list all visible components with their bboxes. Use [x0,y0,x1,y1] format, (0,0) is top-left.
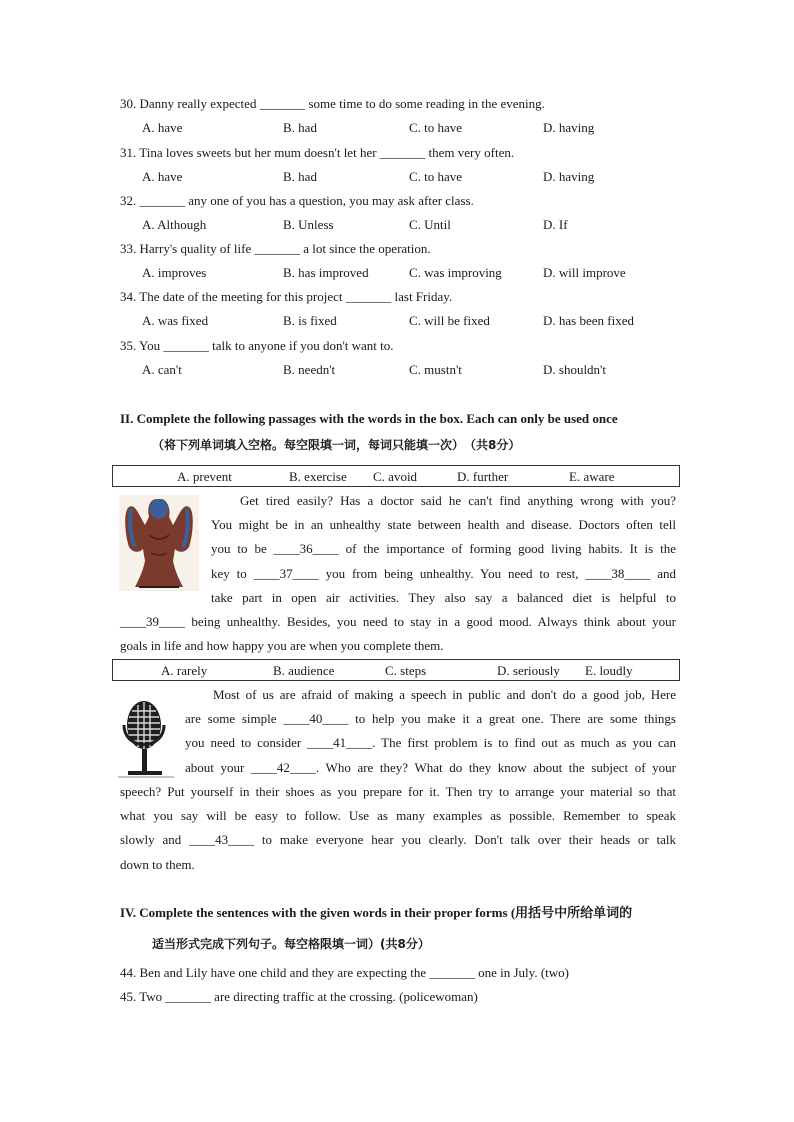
option-d: D. shouldn't [543,362,607,377]
option-a: A. was fixed [142,313,209,328]
option-d: D. has been fixed [543,313,634,328]
passage-line: Most of us are afraid of making a speech in public and don't do a good job, Here [213,687,676,702]
passage-line: you need to consider ____41____. The first problem is to find out as much as you can [185,735,676,751]
passage-line: key to ____37____ you from being unhealthy. You need to rest, ____38____ and [211,565,676,581]
option-b: B. Unless [283,217,334,232]
section-4-heading: IV. Complete the sentences with the given words in their proper forms (用括号中所给单词的 [120,905,633,920]
option-a: A. Although [142,217,207,232]
word-option: D. further [457,469,509,484]
section-2-heading: II. Complete the following passages with the words in the box. Each can only be used once [120,411,618,426]
passage-line: are some simple ____40____ to help you make it a great one. There are some things [185,711,676,727]
passage-line: speech? Put yourself in their shoes as you prepare for it. Then try to arrange your material so that [120,784,676,799]
option-a: A. have [142,169,183,184]
passage-line: what you say will be easy to follow. Use as many examples as possible. Remember to speak [120,808,676,824]
word-option: A. prevent [177,469,232,484]
option-c: C. will be fixed [409,313,490,328]
section-2-subheading: （将下列单词填入空格。每空限填一词，每词只能填一次） （共8分） [152,438,521,452]
option-b: B. is fixed [283,313,337,328]
option-c: C. to have [409,120,463,135]
option-d: D. will improve [543,265,626,280]
passage-line: You might be in an unhealthy state between health and disease. Doctors often tell [211,517,676,533]
word-option: C. avoid [373,469,418,484]
option-d: D. If [543,217,568,232]
passage-2-full [120,780,676,877]
word-box-1 [112,465,680,487]
option-a: A. improves [142,265,207,280]
passage-line: ____39____ being unhealthy. Besides, you need to stay in a good mood. Always think about your [120,614,676,629]
question-text: 34. The date of the meeting for this project _______ last Friday. [120,289,453,304]
question-text: 31. Tina loves sweets but her mum doesn't let her _______ them very often. [120,145,515,160]
passage-line: goals in life and how happy you are when you complete them. [120,638,444,654]
option-c: C. Until [409,217,451,232]
word-box-2 [112,659,680,681]
question-text: 32. _______ any one of you has a question, you may ask after class. [120,193,474,208]
muscle-figure-illustration [119,495,199,591]
option-c: C. mustn't [409,362,462,377]
passage-line: down to them. [120,856,195,872]
question-text: 30. Danny really expected _______ some time to do some reading in the evening. [120,96,545,111]
question-text: 35. You _______ talk to anyone if you don't want to. [120,338,394,353]
fill-item-44: 44. Ben and Lily have one child and they are expecting the _______ one in July. (two) [120,965,569,980]
word-option: B. exercise [289,469,347,484]
option-c: C. to have [409,169,463,184]
passage-2-wrapped [185,683,676,780]
option-b: B. needn't [283,362,336,377]
option-d: D. having [543,169,595,184]
option-b: B. had [283,120,317,135]
microphone-illustration [118,695,174,779]
word-option: A. rarely [161,663,208,678]
option-b: B. has improved [283,265,369,280]
word-option: B. audience [273,663,335,678]
option-a: A. can't [142,362,182,377]
passage-1-wrapped [211,489,676,610]
word-option: E. loudly [585,663,633,678]
option-b: B. had [283,169,317,184]
word-option: E. aware [569,469,615,484]
passage-line: Get tired easily? Has a doctor said he can't find anything wrong with you? [240,493,676,508]
passage-line: slowly and ____43____ to make everyone hear you clearly. Don't talk over their heads or talk [120,832,676,848]
passage-1-full [120,610,676,658]
passage-line: you to be ____36____ of the importance of forming good living habits. It is the [211,541,676,557]
option-c: C. was improving [409,265,502,280]
option-a: A. have [142,120,183,135]
word-option: D. seriously [497,663,560,678]
option-d: D. having [543,120,595,135]
section-4-subheading: 适当形式完成下列句子。每空格限填一词）(共8分） [152,937,430,951]
passage-line: about your ____42____. Who are they? What do they know about the subject of your [185,759,676,775]
passage-line: take part in open air activities. They also say a balanced diet is helpful to [211,589,676,605]
question-text: 33. Harry's quality of life _______ a lot since the operation. [120,241,431,256]
word-option: C. steps [385,663,427,678]
fill-item-45: 45. Two _______ are directing traffic at the crossing. (policewoman) [120,989,478,1004]
